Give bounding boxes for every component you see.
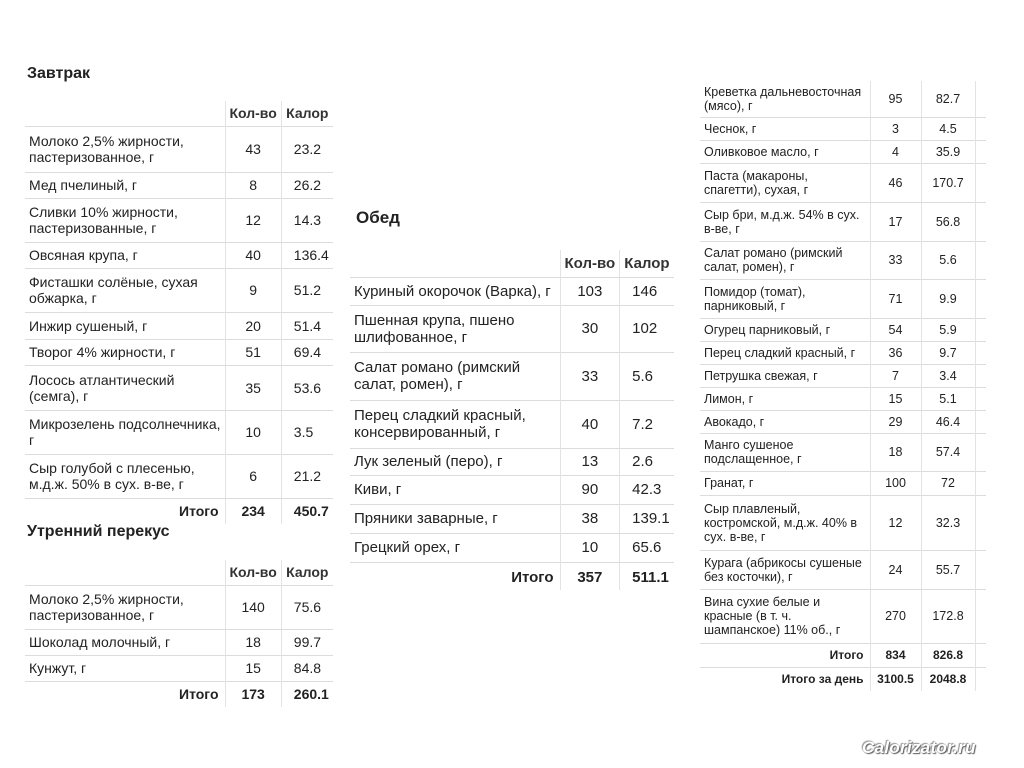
food-qty: 33 bbox=[870, 241, 921, 279]
food-qty: 18 bbox=[870, 433, 921, 471]
dinner-table-clip bbox=[700, 81, 1000, 691]
food-qty: 4 bbox=[870, 140, 921, 163]
food-cal: 146 bbox=[620, 277, 674, 305]
food-qty: 15 bbox=[225, 655, 281, 681]
food-name: Шоколад молочный, г bbox=[25, 629, 225, 655]
food-cal: 51.2 bbox=[281, 268, 333, 312]
name-header bbox=[25, 560, 225, 585]
total-label: Итого bbox=[350, 562, 560, 590]
empty-cell bbox=[975, 589, 986, 643]
food-cal: 84.8 bbox=[281, 655, 333, 681]
dinner-table bbox=[700, 81, 986, 691]
food-name: Помидор (томат), парниковый, г bbox=[700, 279, 870, 318]
food-name: Фисташки солёные, сухая обжарка, г bbox=[25, 268, 225, 312]
food-qty: 18 bbox=[225, 629, 281, 655]
cal-header: Калор bbox=[620, 250, 674, 277]
food-name: Гранат, г bbox=[700, 471, 870, 495]
food-name: Вина сухие белые и красные (в т. ч. шампанское) 11% об., г bbox=[700, 589, 870, 643]
food-name: Кунжут, г bbox=[25, 655, 225, 681]
total-cal: 826.8 bbox=[921, 643, 975, 667]
food-name: Манго сушеное подслащенное, г bbox=[700, 433, 870, 471]
food-cal: 4.5 bbox=[921, 117, 975, 140]
snack-table bbox=[25, 560, 333, 707]
food-name: Курага (абрикосы сушеные без косточки), г bbox=[700, 550, 870, 589]
table-row bbox=[350, 305, 674, 352]
food-name: Лук зеленый (перо), г bbox=[350, 448, 560, 475]
food-qty: 35 bbox=[225, 365, 281, 410]
food-name: Лимон, г bbox=[700, 387, 870, 410]
food-qty: 17 bbox=[870, 202, 921, 241]
food-cal: 46.4 bbox=[921, 410, 975, 433]
name-header bbox=[25, 101, 225, 126]
total-row bbox=[700, 643, 986, 667]
food-cal: 136.4 bbox=[281, 242, 333, 268]
food-cal: 57.4 bbox=[921, 433, 975, 471]
table-row bbox=[700, 318, 986, 341]
food-cal: 65.6 bbox=[620, 533, 674, 562]
food-cal: 9.7 bbox=[921, 341, 975, 364]
food-qty: 270 bbox=[870, 589, 921, 643]
breakfast-title: Завтрак bbox=[27, 65, 91, 82]
food-cal: 5.6 bbox=[921, 241, 975, 279]
total-row bbox=[25, 681, 333, 707]
empty-cell bbox=[975, 202, 986, 241]
empty-cell bbox=[975, 471, 986, 495]
food-name: Овсяная крупа, г bbox=[25, 242, 225, 268]
food-qty: 71 bbox=[870, 279, 921, 318]
food-cal: 14.3 bbox=[281, 198, 333, 242]
empty-cell bbox=[975, 163, 986, 202]
total-cal: 511.1 bbox=[620, 562, 674, 590]
total-qty: 234 bbox=[225, 498, 281, 524]
food-name: Сыр плавленый, костромской, м.д.ж. 40% в сух. в-ве, г bbox=[700, 495, 870, 550]
total-cal: 450.7 bbox=[281, 498, 333, 524]
food-cal: 53.6 bbox=[281, 365, 333, 410]
food-qty: 8 bbox=[225, 172, 281, 198]
food-qty: 7 bbox=[870, 364, 921, 387]
table-row bbox=[350, 352, 674, 400]
food-qty: 140 bbox=[225, 585, 281, 629]
table-row bbox=[700, 202, 986, 241]
food-cal: 102 bbox=[620, 305, 674, 352]
food-name: Перец сладкий красный, консервированный, г bbox=[350, 400, 560, 448]
food-cal: 72 bbox=[921, 471, 975, 495]
table-row bbox=[350, 448, 674, 475]
food-cal: 69.4 bbox=[281, 339, 333, 365]
food-qty: 9 bbox=[225, 268, 281, 312]
qty-header: Кол-во bbox=[225, 101, 281, 126]
food-name: Огурец парниковый, г bbox=[700, 318, 870, 341]
food-name: Паста (макароны, спагетти), сухая, г bbox=[700, 163, 870, 202]
lunch-table-clip bbox=[350, 250, 680, 590]
empty-cell bbox=[975, 318, 986, 341]
day-total-cal: 2048.8 bbox=[921, 667, 975, 691]
food-cal: 82.7 bbox=[921, 81, 975, 117]
table-row bbox=[25, 312, 333, 339]
total-qty: 173 bbox=[225, 681, 281, 707]
food-cal: 5.1 bbox=[921, 387, 975, 410]
food-cal: 7.2 bbox=[620, 400, 674, 448]
food-cal: 21.2 bbox=[281, 454, 333, 498]
food-qty: 40 bbox=[225, 242, 281, 268]
table-row bbox=[700, 471, 986, 495]
total-row bbox=[25, 498, 333, 524]
food-name: Петрушка свежая, г bbox=[700, 364, 870, 387]
food-name: Куриный окорочок (Варка), г bbox=[350, 277, 560, 305]
food-name: Пряники заварные, г bbox=[350, 504, 560, 533]
table-row bbox=[700, 433, 986, 471]
table-row bbox=[350, 533, 674, 562]
empty-cell bbox=[975, 117, 986, 140]
empty-cell bbox=[975, 241, 986, 279]
food-cal: 3.5 bbox=[281, 410, 333, 454]
empty-cell bbox=[975, 550, 986, 589]
food-name: Молоко 2,5% жирности, пастеризованное, г bbox=[25, 126, 225, 172]
table-row bbox=[700, 279, 986, 318]
qty-header: Кол-во bbox=[225, 560, 281, 585]
table-row bbox=[25, 410, 333, 454]
food-cal: 51.4 bbox=[281, 312, 333, 339]
lunch-table bbox=[350, 250, 674, 590]
food-qty: 10 bbox=[225, 410, 281, 454]
table-row bbox=[25, 585, 333, 629]
table-row bbox=[25, 365, 333, 410]
breakfast-table-clip bbox=[25, 101, 335, 524]
empty-cell bbox=[975, 387, 986, 410]
food-cal: 42.3 bbox=[620, 475, 674, 504]
food-qty: 20 bbox=[225, 312, 281, 339]
food-qty: 95 bbox=[870, 81, 921, 117]
food-name: Салат романо (римский салат, ромен), г bbox=[700, 241, 870, 279]
total-cal: 260.1 bbox=[281, 681, 333, 707]
food-qty: 54 bbox=[870, 318, 921, 341]
empty-cell bbox=[975, 279, 986, 318]
food-qty: 46 bbox=[870, 163, 921, 202]
food-name: Сыр бри, м.д.ж. 54% в сух. в-ве, г bbox=[700, 202, 870, 241]
food-qty: 12 bbox=[225, 198, 281, 242]
food-cal: 99.7 bbox=[281, 629, 333, 655]
table-row bbox=[25, 242, 333, 268]
total-qty: 834 bbox=[870, 643, 921, 667]
table-row bbox=[25, 454, 333, 498]
empty-cell bbox=[975, 410, 986, 433]
day-total-label: Итого за день bbox=[700, 667, 870, 691]
table-row bbox=[350, 475, 674, 504]
food-qty: 12 bbox=[870, 495, 921, 550]
table-row bbox=[25, 268, 333, 312]
food-qty: 43 bbox=[225, 126, 281, 172]
food-cal: 5.6 bbox=[620, 352, 674, 400]
food-qty: 100 bbox=[870, 471, 921, 495]
snack-table-clip bbox=[25, 560, 335, 710]
food-qty: 13 bbox=[560, 448, 620, 475]
food-name: Инжир сушеный, г bbox=[25, 312, 225, 339]
total-row bbox=[350, 562, 674, 590]
food-name: Сыр голубой с плесенью, м.д.ж. 50% в сух. в-ве, г bbox=[25, 454, 225, 498]
food-name: Молоко 2,5% жирности, пастеризованное, г bbox=[25, 585, 225, 629]
food-qty: 6 bbox=[225, 454, 281, 498]
table-row bbox=[25, 198, 333, 242]
food-name: Креветка дальневосточная (мясо), г bbox=[704, 84, 862, 113]
food-name: Киви, г bbox=[350, 475, 560, 504]
table-row bbox=[700, 550, 986, 589]
food-qty: 24 bbox=[870, 550, 921, 589]
lunch-title: Обед bbox=[356, 208, 400, 227]
table-row bbox=[700, 495, 986, 550]
empty-cell bbox=[975, 643, 986, 667]
snack-title: Утренний перекус bbox=[27, 523, 170, 540]
table-row bbox=[25, 655, 333, 681]
food-qty: 30 bbox=[560, 305, 620, 352]
food-name: Мед пчелиный, г bbox=[25, 172, 225, 198]
food-cal: 75.6 bbox=[281, 585, 333, 629]
table-row bbox=[700, 163, 986, 202]
total-label: Итого bbox=[700, 643, 870, 667]
empty-cell bbox=[975, 364, 986, 387]
name-header bbox=[350, 250, 560, 277]
food-cal: 9.9 bbox=[921, 279, 975, 318]
food-name: Салат романо (римский салат, ромен), г bbox=[350, 352, 560, 400]
food-qty: 15 bbox=[870, 387, 921, 410]
food-cal: 170.7 bbox=[921, 163, 975, 202]
table-row bbox=[700, 241, 986, 279]
total-label: Итого bbox=[25, 681, 225, 707]
table-row bbox=[350, 277, 674, 305]
table-row bbox=[700, 410, 986, 433]
food-qty: 36 bbox=[870, 341, 921, 364]
table-row bbox=[350, 400, 674, 448]
cal-header: Калор bbox=[281, 560, 333, 585]
table-row bbox=[25, 126, 333, 172]
food-cal: 35.9 bbox=[921, 140, 975, 163]
empty-cell bbox=[975, 140, 986, 163]
table-row bbox=[700, 81, 986, 117]
food-cal: 5.9 bbox=[921, 318, 975, 341]
food-name: Сливки 10% жирности, пастеризованные, г bbox=[25, 198, 225, 242]
table-row bbox=[700, 589, 986, 643]
table-row bbox=[700, 341, 986, 364]
table-row bbox=[25, 629, 333, 655]
food-qty: 40 bbox=[560, 400, 620, 448]
empty-cell bbox=[975, 341, 986, 364]
cal-header: Калор bbox=[281, 101, 333, 126]
table-row bbox=[25, 339, 333, 365]
qty-header: Кол-во bbox=[560, 250, 620, 277]
food-cal: 139.1 bbox=[620, 504, 674, 533]
table-row bbox=[350, 504, 674, 533]
empty-cell bbox=[975, 667, 986, 691]
day-total-qty: 3100.5 bbox=[870, 667, 921, 691]
empty-cell bbox=[975, 81, 986, 117]
food-qty: 10 bbox=[560, 533, 620, 562]
table-row bbox=[700, 140, 986, 163]
food-name: Микрозелень подсолнечника, г bbox=[25, 410, 225, 454]
table-row bbox=[25, 172, 333, 198]
food-cal: 26.2 bbox=[281, 172, 333, 198]
total-qty: 357 bbox=[560, 562, 620, 590]
food-name: Лосось атлантический (семга), г bbox=[25, 365, 225, 410]
empty-cell bbox=[975, 433, 986, 471]
table-row bbox=[700, 387, 986, 410]
empty-cell bbox=[975, 495, 986, 550]
table-row bbox=[700, 364, 986, 387]
food-cal: 56.8 bbox=[921, 202, 975, 241]
food-name: Пшенная крупа, пшено шлифованное, г bbox=[350, 305, 560, 352]
food-name: Чеснок, г bbox=[700, 117, 870, 140]
food-qty: 38 bbox=[560, 504, 620, 533]
breakfast-table bbox=[25, 101, 333, 524]
food-name: Творог 4% жирности, г bbox=[25, 339, 225, 365]
food-cal: 2.6 bbox=[620, 448, 674, 475]
watermark-logo: Calorizator.ru bbox=[862, 738, 976, 757]
table-row bbox=[700, 117, 986, 140]
food-name: Перец сладкий красный, г bbox=[700, 341, 870, 364]
food-qty: 51 bbox=[225, 339, 281, 365]
food-qty: 29 bbox=[870, 410, 921, 433]
food-qty: 33 bbox=[560, 352, 620, 400]
food-name: Грецкий орех, г bbox=[350, 533, 560, 562]
food-cal: 23.2 bbox=[281, 126, 333, 172]
food-cal: 172.8 bbox=[921, 589, 975, 643]
food-name: Авокадо, г bbox=[700, 410, 870, 433]
food-qty: 90 bbox=[560, 475, 620, 504]
food-cal: 55.7 bbox=[921, 550, 975, 589]
food-qty: 3 bbox=[870, 117, 921, 140]
food-cal: 3.4 bbox=[921, 364, 975, 387]
food-cal: 32.3 bbox=[921, 495, 975, 550]
food-name: Оливковое масло, г bbox=[700, 140, 870, 163]
food-qty: 103 bbox=[560, 277, 620, 305]
total-label: Итого bbox=[25, 498, 225, 524]
day-total-row bbox=[700, 667, 986, 691]
